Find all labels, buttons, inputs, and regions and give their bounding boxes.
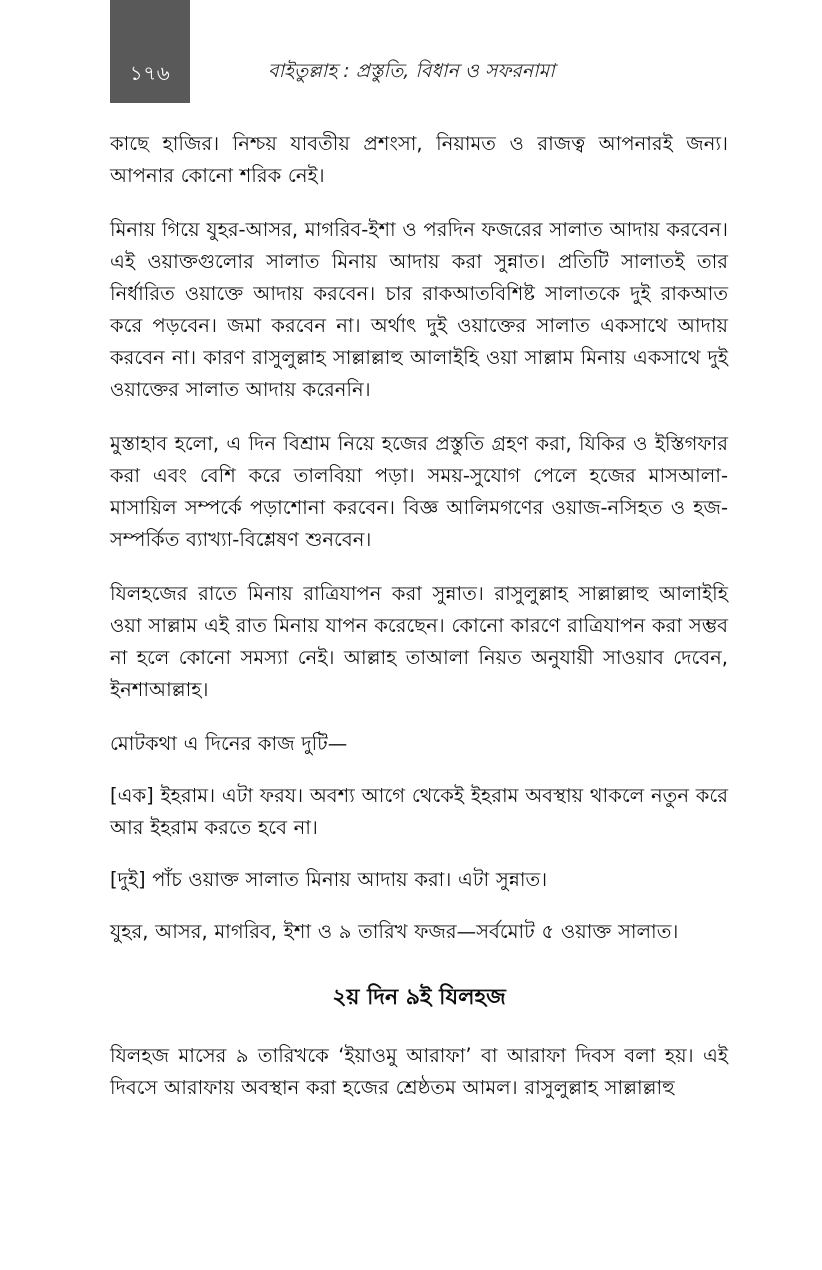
running-header [0,0,822,104]
paragraph-2: মিনায় গিয়ে যুহর-আসর, মাগরিব-ইশা ও পরদিন ফজরের সালাত আদায় করবেন। এই ওয়াক্তগুলোর সালাত মিনায় আদায় করা সুন্নাত। প্রতিটি সালাতই তার নির্ধারিত ওয়াক্তে আদায় করবেন। চার রাকআতবিশিষ্ট সালাতকে দুই রাকআত করে পড়বেন। জমা করবেন না। অর্থাৎ দুই ওয়াক্তের সালাত একসাথে আদায় করবেন না। কারণ রাসুলুল্লাহ সাল্লাল্লাহু আলাইহি ওয়া সাল্লাম মিনায় একসাথে দুই ওয়াক্তের সালাত আদায় করেননি। [110,218,728,401]
paragraph-7-item-two: [দুই] পাঁচ ওয়াক্ত সালাত মিনায় আদায় করা। এটা সুন্নাত। [110,868,548,891]
page-number: ১৭৬ [129,61,171,85]
body-text-column [110,128,728,1104]
section-heading-day-two: ২য় দিন ৯ই যিলহজ [332,985,506,1010]
paragraph-6-item-one: [এক] ইহরাম। এটা ফরয। অবশ্য আগে থেকেই ইহরাম অবস্থায় থাকলে নতুন করে আর ইহরাম করতে হবে না। [110,784,728,839]
paragraph-3: মুস্তাহাব হলো, এ দিন বিশ্রাম নিয়ে হজের প্রস্তুতি গ্রহণ করা, যিকির ও ইস্তিগফার করা এবং বেশি করে তালবিয়া পড়া। সময়-সুযোগ পেলে হজের মাসআলা-মাসায়িল সম্পর্কে পড়াশোনা করবেন। বিজ্ঞ আলিমগণের ওয়াজ-নসিহত ও হজ-সম্পর্কিত ব্যাখ্যা-বিশ্লেষণ শুনবেন। [110,432,728,551]
paragraph-9: যিলহজ মাসের ৯ তারিখকে ‘ইয়াওমু আরাফা’ বা আরাফা দিবস বলা হয়। এই দিবসে আরাফায় অবস্থান করা হজের শ্রেষ্ঠতম আমল। রাসুলুল্লাহ সাল্লাল্লাহু [110,1044,728,1099]
book-title-header: বাইতুল্লাহ : প্রস্তুতি, বিধান ও সফরনামা [268,60,555,82]
page-number-box [110,0,190,103]
paragraph-1: কাছে হাজির। নিশ্চয় যাবতীয় প্রশংসা, নিয়ামত ও রাজত্ব আপনারই জন্য। আপনার কোনো শরিক নেই। [110,132,728,187]
paragraph-4: যিলহজের রাতে মিনায় রাত্রিযাপন করা সুন্নাত। রাসুলুল্লাহ সাল্লাল্লাহু আলাইহি ওয়া সাল্লাম এই রাত মিনায় যাপন করেছেন। কোনো কারণে রাত্রিযাপন করা সম্ভব না হলে কোনো সমস্যা নেই। আল্লাহ তাআলা নিয়ত অনুযায়ী সাওয়াব দেবেন, ইনশাআল্লাহ। [110,582,728,701]
paragraph-5-summary-lead: মোটকথা এ দিনের কাজ দুটি— [110,732,348,755]
paragraph-8-prayer-summary: যুহর, আসর, মাগরিব, ইশা ও ৯ তারিখ ফজর—সর্বমোট ৫ ওয়াক্ত সালাত। [110,920,679,943]
